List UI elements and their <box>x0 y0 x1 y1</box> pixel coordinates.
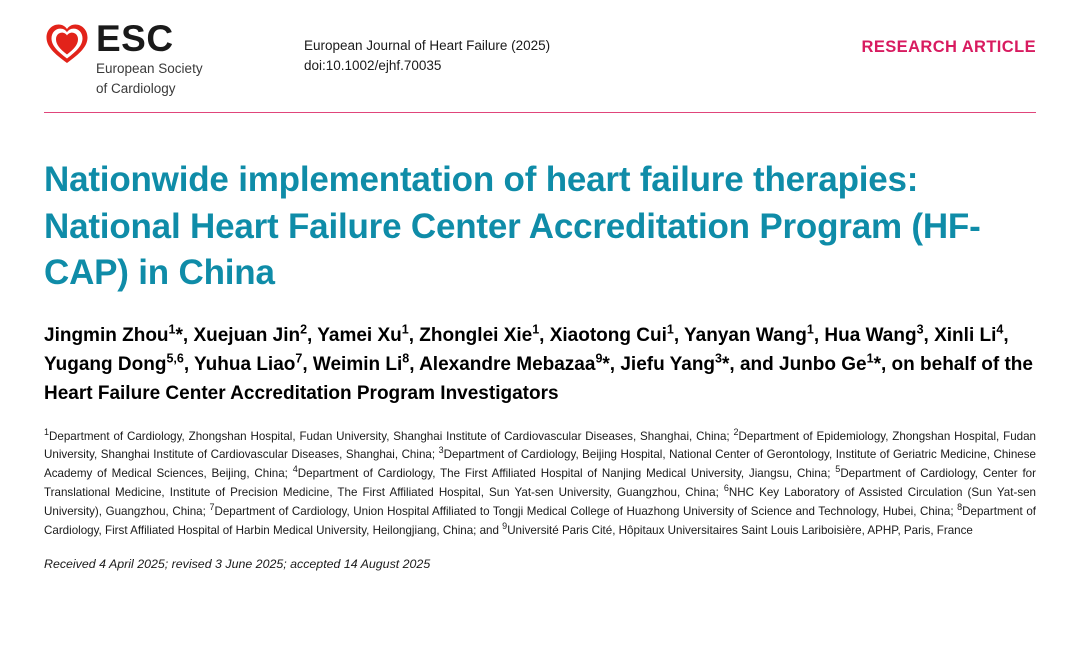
esc-heart-logo-icon <box>44 20 90 66</box>
page-header <box>0 0 1080 98</box>
page-title: Nationwide implementation of heart failure therapies: National Heart Failure Center Accreditation Program (HF-CAP) in China <box>44 160 981 292</box>
author-list: Jingmin Zhou$^1$*, Xuejuan Jin$^2$, Yamei Xu$^1$, Zhonglei Xie$^1$, Xiaotong Cui$^1$, Yanyan Wang$^1$, Hua Wang$^3$, Xinli Li$^4$, Yugang Dong$^{5,6}$, Yuhua Liao$^7$, Weimin Li$^8$, Alexandre Mebazaa$^9$*, Jiefu Yang$^3$*, and Junbo Ge$^1$*, on behalf of the Heart Failure Center Accreditation Program Investigators <box>44 322 1033 404</box>
article-type-badge: RESEARCH ARTICLE <box>861 38 1036 56</box>
esc-logo-text <box>96 18 203 98</box>
affiliation-list: $^1$Department of Cardiology, Zhongshan Hospital, Fudan University, Shanghai Institute of Cardiovascular Diseases, Shanghai, China; $^2$Department of Epidemiology, Zhongshan Hospital, Fudan University, Shanghai Institute of Cardiovascular Diseases, Shanghai, China; $^3$Department of Cardiology, Beijing Hospital, National Center of Gerontology, Institute of Geriatric Medicine, Chinese Academy of Medical Sciences, Beijing, China; $^4$Department of Cardiology, The First Affiliated Hospital of Nanjing Medical University, Jiangsu, China; $^5$Department of Cardiology, Center for Translational Medicine, Institute of Precision Medicine, The First Affiliated Hospital, Sun Yat-sen University, Guangzhou, China; $^6$NHC Key Laboratory of Assisted Circulation (Sun Yat-sen University), Guangzhou, China; $^7$Department of Cardiology, Union Hospital Affiliated to Tongji Medical College of Huazhong University of Science and Technology, Hubei, China; $^8$Department of Cardiology, First Affiliated Hospital of Harbin Medical University, Heilongjiang, China; and $^9$Université Paris Cité, Hôpitaux Universitaires Saint Louis Lariboisière, APHP, Paris, France <box>44 426 1037 537</box>
journal-name: European Journal of Heart Failure (2025) <box>304 38 551 53</box>
esc-acronym: ESC <box>96 18 174 59</box>
header-divider <box>44 112 1036 114</box>
article-history-dates: Received 4 April 2025; revised 3 June 2025; accepted 14 August 2025 <box>44 557 431 572</box>
journal-doi[interactable]: doi:10.1002/ejhf.70035 <box>304 58 442 74</box>
journal-info <box>259 18 862 77</box>
esc-society-line-2: of Cardiology <box>96 81 176 97</box>
esc-logo <box>44 18 259 98</box>
esc-society-line-1: European Society <box>96 61 203 76</box>
